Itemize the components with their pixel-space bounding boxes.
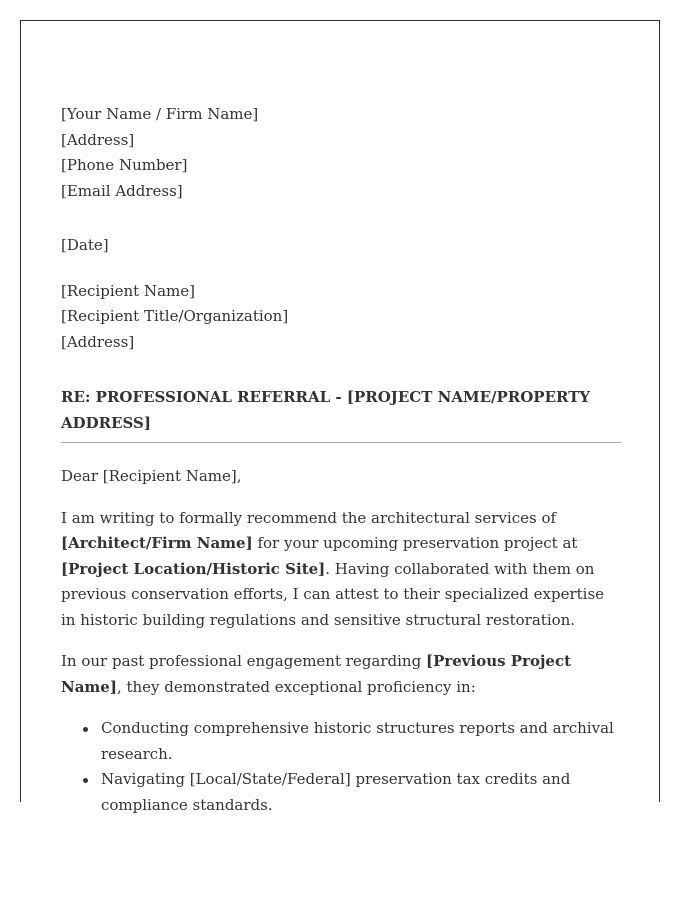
list-item-text: Conducting comprehensive historic structures reports and archival research. [101, 719, 614, 763]
salutation: Dear [Recipient Name], [61, 467, 242, 485]
architect-firm-placeholder: [Architect/Firm Name] [61, 534, 253, 552]
para1-text-2: for your upcoming preservation project at [252, 534, 578, 552]
list-item [61, 767, 621, 818]
letter-content [61, 102, 621, 818]
bullet-icon [83, 727, 88, 732]
para2-text-2: , they demonstrated exceptional proficiency in: [116, 677, 476, 696]
letter-date: [Date] [61, 236, 109, 254]
paragraph-experience [61, 649, 621, 700]
para1-text-1: I am writing to formally recommend the architectural services of [61, 508, 557, 527]
sender-address: [Address] [61, 130, 135, 149]
sender-name: [Your Name / Firm Name] [61, 105, 259, 123]
sender-phone: [Phone Number] [61, 156, 188, 174]
subject-divider [61, 442, 621, 443]
subject-line-2: ADDRESS] [61, 413, 151, 432]
date-line [61, 233, 621, 259]
subject-heading [61, 385, 621, 436]
para2-text-1: In our past professional engagement regarding [61, 652, 426, 670]
sender-email: [Email Address] [61, 181, 183, 200]
proficiency-list [61, 716, 621, 818]
project-location-placeholder: [Project Location/Historic Site] [61, 559, 326, 578]
subject-line-1: RE: PROFESSIONAL REFERRAL - [PROJECT NAME/PROPERTY [61, 388, 591, 406]
list-item [61, 716, 621, 767]
para1-text-3: . Having collaborated with them on previous conservation efforts, I can attest to their specialized expertise in historic building regulations and sensitive structural restoration. [61, 559, 605, 629]
recipient-title: [Recipient Title/Organization] [61, 307, 289, 325]
recipient-address: [Address] [61, 332, 135, 351]
recipient-name: [Recipient Name] [61, 281, 195, 300]
recipient-block [61, 279, 621, 356]
previous-project-placeholder: [Previous Project Name] [61, 652, 572, 696]
paragraph-intro [61, 506, 621, 634]
bullet-icon [83, 778, 88, 783]
sender-block [61, 102, 621, 204]
letter-page [20, 20, 660, 814]
list-item-text: Navigating [Local/State/Federal] preservation tax credits and compliance standards. [101, 770, 571, 814]
